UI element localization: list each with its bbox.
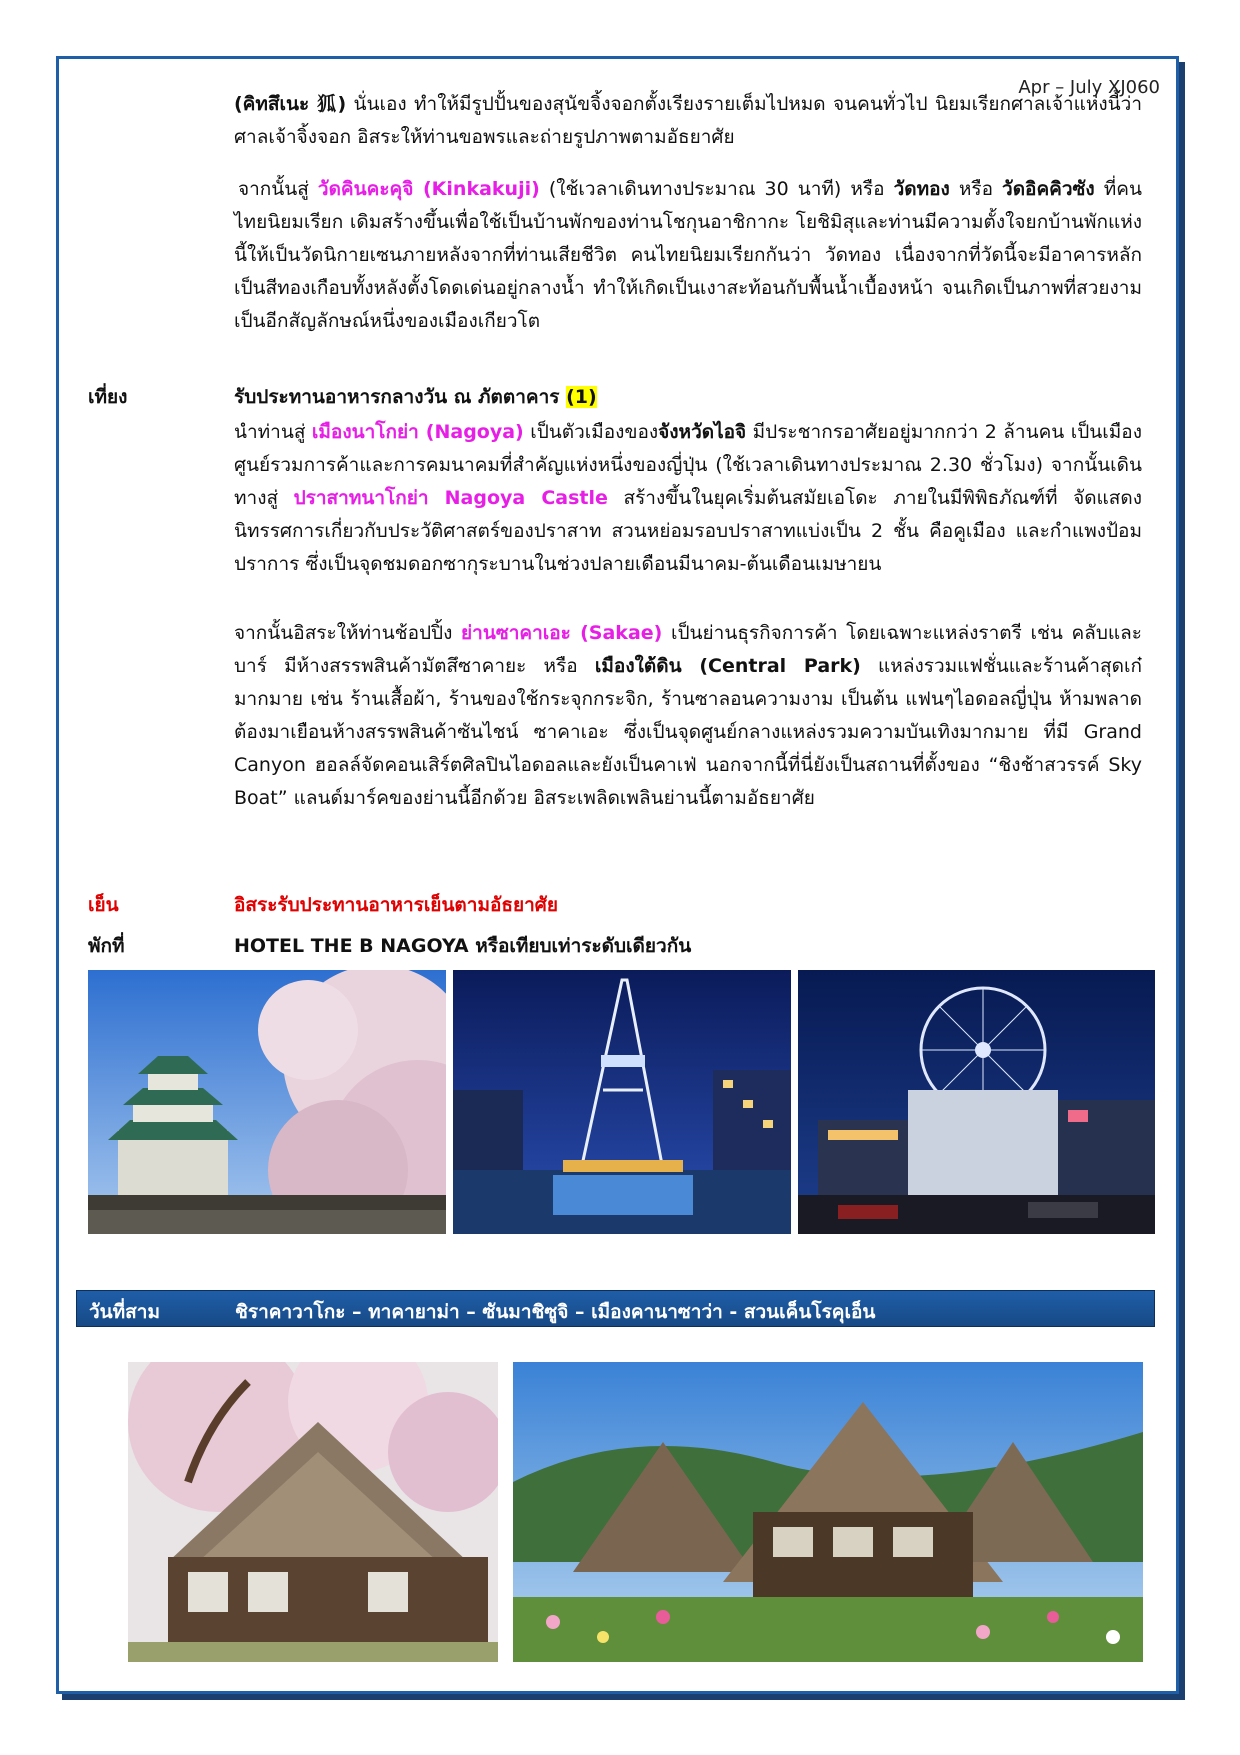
- dinner-label: เย็น: [88, 894, 119, 916]
- text-span: จากนั้นอิสระให้ท่านช้อปปิ้ง: [234, 622, 462, 644]
- text-span: ที่คนไทยนิยมเรียก เดิมสร้างขึ้นเพื่อใช้เป็นบ้านพักของท่านโชกุนอาชิกากะ โยชิมิสุและท่านมีความตั้งใจยกบ้านพักแห่งนี้ให้เป็นวัดนิกายเซนภายหลังจากที่ท่านเสียชีวิต คนไทยนิยมเรียกกันว่า วัดทอง เนื่องจากที่วัดนี้จะมีอาคารหลักเป็นสีทองเกือบทั้งหลังตั้งโดดเด่นอยู่กลางน้ำ ทำให้เกิดเป็นเงาสะท้อนกับพื้นน้ำเบื้องหน้า จนเกิดเป็นภาพที่สวยงามเป็นอีกสัญลักษณ์หนึ่งของเมืองเกียวโต: [234, 178, 1142, 332]
- day-three-label: วันที่สาม: [89, 1301, 160, 1323]
- hotel-label: พักที่: [88, 935, 125, 957]
- text-span: มีประชากรอาศัยอยู่มากกว่า 2 ล้านคน เป็นเมืองศูนย์รวมการค้าและการคมนาคมที่สำคัญแห่งหนึ่งของญี่ปุ่น (ใช้เวลาเดินทางประมาณ 2.30 ชั่วโมง) จากนั้นเดินทางสู่: [234, 421, 1142, 509]
- meal-count-badge: (1): [566, 386, 597, 408]
- kinkakuji-highlight: วัดคินคะคุจิ (Kinkakuji): [317, 178, 540, 200]
- hotel-note: หรือเทียบเท่าระดับเดียวกัน: [468, 935, 692, 957]
- text-span: เป็นตัวเมืองของ: [523, 421, 659, 443]
- tour-code: Apr – July XJ060: [1018, 77, 1160, 98]
- sakae-highlight: ย่านซาคาเอะ (Sakae): [461, 622, 663, 644]
- sakae-ferris-wheel-photo: [798, 970, 1155, 1234]
- shirakawago-house-cherry-blossom-photo-icon: [128, 1362, 498, 1662]
- lunch-desc: รับประทานอาหารกลางวัน ณ ภัตตาคาร: [234, 386, 567, 408]
- nagoya-castle-highlight: ปราสาทนาโกย่า Nagoya Castle: [293, 487, 608, 509]
- text-span: แหล่งรวมแฟชั่นและร้านค้าสุดเก๋มากมาย เช่น ร้านเสื้อผ้า, ร้านของใช้กระจุกกระจิก, ร้านซาลอนความงาม เป็นต้น แฟนๆไอดอลญี่ปุ่น ห้ามพลาด ต้องมาเยือนห้างสรรพสินค้าซันไชน์ ซาคาเอะ ซึ่งเป็นจุดศูนย์กลางแหล่งรวมความบันเทิงมากมาย ที่มี Grand Canyon ฮอลล์จัดคอนเสิร์ตศิลปินไอดอลและยังเป็นคาเฟ่ นอกจากนี้ที่นี่ยังเป็นสถานที่ตั้งของ “ชิงช้าสวรรค์ Sky Boat” แลนด์มาร์คของย่านนี้อีกด้วย อิสระเพลิดเพลินย่านนี้ตามอัธยาศัย: [234, 655, 1142, 809]
- hotel-text: [234, 931, 691, 961]
- central-park-term: เมืองใต้ดิน (Central Park): [594, 655, 861, 677]
- fox-shrine-text: นั่นเอง ทำให้มีรูปปั้นของสุนัขจิ้งจอกตั้งเรียงรายเต็มไปหมด จนคนทั่วไป นิยมเรียกศาลเจ้าแห่งนี้ว่า ศาลเจ้าจิ้งจอก อิสระให้ท่านขอพรและถ่ายรูปภาพตามอัธยาศัย: [234, 93, 1142, 148]
- paragraph-fox-shrine: [234, 88, 1142, 154]
- nagoya-highlight: เมืองนาโกย่า (Nagoya): [311, 421, 524, 443]
- ikkyu-temple-term: วัดอิคคิวซัง: [1002, 178, 1095, 200]
- lunch-label: เที่ยง: [88, 386, 128, 408]
- nagoya-tv-tower-night-photo-icon: [453, 970, 791, 1234]
- nagoya-tv-tower-photo: [453, 970, 791, 1234]
- hotel-name: HOTEL THE B NAGOYA: [234, 935, 469, 957]
- dinner-text: อิสระรับประทานอาหารเย็นตามอัธยาศัย: [234, 894, 558, 916]
- text-span: หรือ: [949, 178, 1003, 200]
- day-three-band: [76, 1290, 1155, 1327]
- paragraph-nagoya: [234, 416, 1142, 581]
- shirakawago-sakura-photo: [128, 1362, 498, 1662]
- paragraph-sakae: [234, 617, 1142, 815]
- nagoya-castle-photo: [88, 970, 446, 1234]
- text-span: เป็นย่านธุรกิจการค้า โดยเฉพาะแหล่งราตรี เช่น คลับและบาร์ มีห้างสรรพสินค้ามัตสึซาคายะ หรือ: [234, 622, 1142, 677]
- nagoya-castle-cherry-blossom-photo-icon: [88, 970, 446, 1234]
- text-span: นำท่านสู่: [234, 421, 312, 443]
- day-three-route: ชิราคาวาโกะ – ทาคายาม่า – ซันมาชิซูจิ – เมืองคานาซาว่า - สวนเค็นโรคุเอ็น: [235, 1301, 876, 1323]
- aichi-term: จังหวัดไอจิ: [658, 421, 747, 443]
- text-span: (ใช้เวลาเดินทางประมาณ 30 นาที) หรือ: [539, 178, 894, 200]
- shirakawago-houses-photo: [513, 1362, 1143, 1662]
- sakae-ferris-wheel-night-photo-icon: [798, 970, 1155, 1234]
- lunch-text: [234, 382, 597, 412]
- shirakawago-gassho-houses-photo-icon: [513, 1362, 1143, 1662]
- paragraph-kinkakuji: [234, 173, 1142, 338]
- fox-shrine-term: (คิทสึเนะ 狐): [234, 93, 347, 115]
- text-span: สร้างขึ้นในยุคเริ่มต้นสมัยเอโดะ ภายในมีพิพิธภัณฑ์ที่ จัดแสดงนิทรรศการเกี่ยวกับประวัติศาสตร์ของปราสาท สวนหย่อมรอบปราสาทแบ่งเป็น 2 ชั้น คือคูเมือง และกำแพงป้อมปราการ ซึ่งเป็นจุดชมดอกซากุระบานในช่วงปลายเดือนมีนาคม-ต้นเดือนเมษายน: [234, 487, 1143, 575]
- golden-temple-term: วัดทอง: [893, 178, 950, 200]
- text-span: จากนั้นสู่: [238, 178, 318, 200]
